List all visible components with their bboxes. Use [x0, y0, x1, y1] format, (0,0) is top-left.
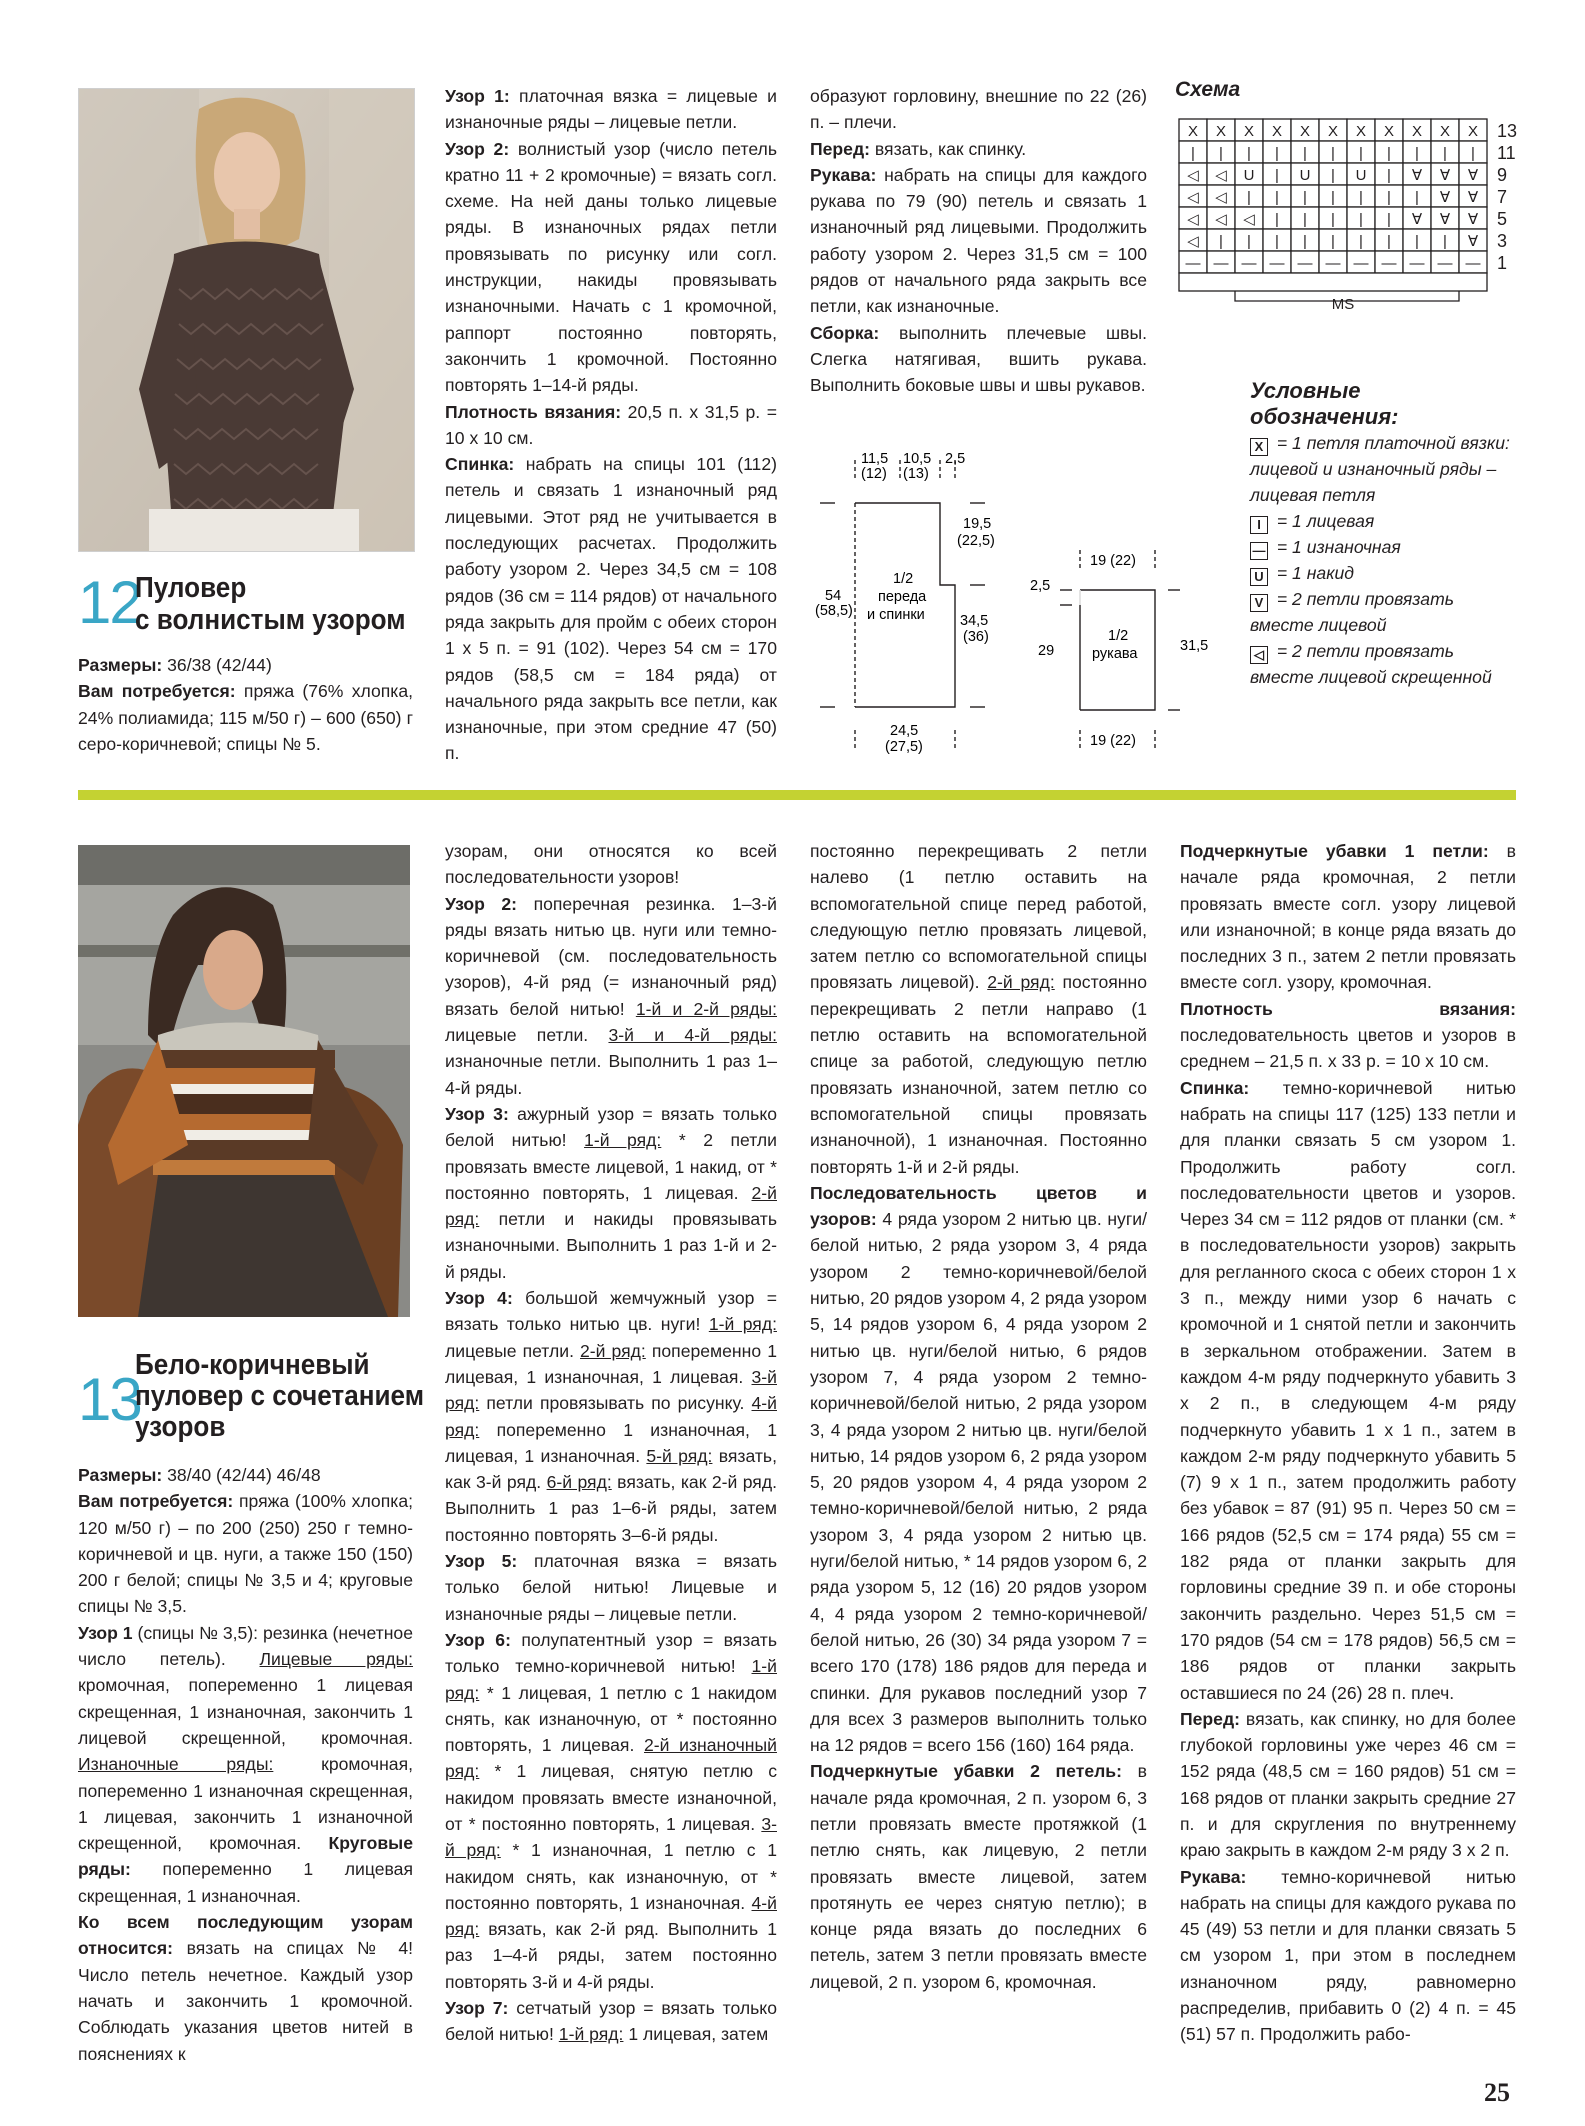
- chart-symbol: —: [1465, 255, 1481, 272]
- chart-symbol: X: [1411, 123, 1423, 140]
- legend-item: [1250, 586, 1515, 638]
- row-label: 1-й ряд:: [708, 1314, 777, 1335]
- top-col3-label: Сборка:: [810, 322, 899, 343]
- chart-symbol: ∀: [1467, 189, 1479, 206]
- schema-title: Схема: [1175, 78, 1241, 101]
- dim-side-a: 19,5: [963, 516, 992, 532]
- top-col3-label: Рукава:: [810, 164, 885, 185]
- paragraph: Спинка: темно-коричневой нитью набрать на спицы 117 (125) 133 петли и для планки связать 5 см узором 1. Продолжить работу согл. последовательности цветов и узоров. Через 34 см = 112 рядов от планки (см. * в последовательности узоров) закрыть для регланного скоса с обеих сторон 1 х 3 п., между ними узор 6 начать с кромочной и 1 снятой петли и закончить в зеркальном отображении. Затем в каждом 4-м ряду подчеркнуто убавить 3 х 2 п., в следующем 4-м ряду подчеркнуто убавить 1 х 1 п., затем в каждом 2-м ряду подчеркнуто убавить 5 (7) 9 х 1 п., затем продолжить работу без убавок = 87 (91) 95 п. Через 50 см = 166 рядов (52,5 см = 174 ряда) 55 см = 182 ряда от планки закрыть для горловины средние 39 п. и обе стороны закончить раздельно. Через 51,5 см = 170 рядов (54 см = 178 рядов) 56,5 см = 186 рядов от планки закрыть оставшиеся по 24 (26) 28 п. плеч.: [1180, 1077, 1516, 1703]
- piece-label-3: и спинки: [867, 607, 925, 623]
- legend-text: = 2 петли провязать вместе лицевой: [1250, 589, 1454, 635]
- chart-symbol: —: [1241, 255, 1257, 272]
- dim-top-b: 10,5: [903, 451, 932, 467]
- materials-value: пряжа (76% хлопка, 24% полиамида; 115 м/50 г) – 600 (650) г серо-коричневой; спицы № 5.: [78, 681, 414, 754]
- chart-symbol: |: [1247, 189, 1251, 206]
- chart-symbol: ◁: [1215, 189, 1227, 206]
- chart-symbol: |: [1331, 167, 1335, 184]
- legend-title-2: обозначения:: [1250, 404, 1399, 429]
- legend-title-1: Условные: [1250, 378, 1361, 403]
- legend-item: [1250, 638, 1515, 690]
- top-col2-text: платочная вязка = лицевые и изнаночные ряды – лицевые петли.: [445, 86, 777, 133]
- legend-symbol-icon: U: [1250, 568, 1268, 586]
- sleeve-pattern-diagram: [1030, 545, 1220, 765]
- knitting-chart: [1175, 115, 1518, 345]
- section-label: Узор 7:: [445, 1998, 509, 2019]
- row-label: 3-й и 4-й ряды:: [608, 1025, 777, 1046]
- section-label: Подчеркнутые убавки 1 петли:: [1180, 841, 1489, 861]
- chart-symbol: —: [1269, 255, 1285, 272]
- section-label: Круговые ряды:: [78, 1833, 413, 1880]
- legend-item: [1250, 508, 1515, 534]
- section-label: Плотность вязания:: [1180, 998, 1516, 1019]
- section-label: Перед:: [1180, 1708, 1240, 1729]
- paragraph: Узор 2: поперечная резинка. 1–3-й ряды вязать нитью цв. нуги или темно-коричневой (см. последовательность узоров), 4-й ряд (= изнаночный ряд) вязать белой нитью! 1-й и 2-й ряды: лицевые петли. 3-й и 4-й ряды: изнаночные петли. Выполнить 1 раз 1–4-й ряды.: [445, 893, 778, 1098]
- pattern-title-13-line2: пуловер с сочетанием: [135, 1380, 425, 1412]
- chart-symbol: ◁: [1215, 167, 1227, 184]
- top-col2-text: волнистый узор (число петель кратно 11 + 2 кромочные) = вязать согл. схеме. На ней даны только лицевые ряды. В изнаночных рядах петли провязывать по рисунку или согл. инструкции, накиды провязывать изнаночными. Начать с 1 кромочной, раппорт постоянно повторять, закончить 1 кромочной. Постоянно повторять 1–14-й ряды.: [445, 138, 777, 396]
- row-label: 4-й ряд:: [445, 1393, 777, 1440]
- chart-symbol: |: [1415, 145, 1419, 162]
- chart-symbol: —: [1409, 255, 1425, 272]
- chart-symbol: |: [1387, 233, 1391, 250]
- section-label: Подчеркнутые убавки 2 петель:: [810, 1761, 1122, 1782]
- sleeve-dim-right: 31,5: [1180, 638, 1209, 654]
- chart-row-number: 7: [1497, 187, 1508, 207]
- row-label: 3-й ряд:: [445, 1813, 777, 1861]
- chart-symbol: X: [1187, 123, 1199, 140]
- section-label: Рукава:: [1180, 1866, 1247, 1887]
- chart-symbol: —: [1437, 255, 1453, 272]
- chart-symbol: ∀: [1411, 211, 1423, 228]
- section-label: Узор 6:: [445, 1629, 511, 1650]
- chart-symbol: |: [1359, 233, 1363, 250]
- sizes-value: 36/38 (42/44): [167, 655, 272, 675]
- dim-right-a2: (36): [963, 629, 989, 645]
- row-label: 2-й ряд:: [445, 1182, 777, 1230]
- rapport-label: MS: [1331, 296, 1355, 313]
- paragraph: Плотность вязания: последовательность цветов и узоров в среднем – 21,5 п. х 33 р. = 10 х 10 см.: [1180, 998, 1516, 1072]
- section-label: Вам потребуется:: [78, 1491, 234, 1512]
- legend-text: = 1 лицевая: [1272, 511, 1375, 531]
- chart-symbol: |: [1191, 145, 1195, 162]
- page-number: 25: [1484, 2078, 1510, 2107]
- sizes-label: Размеры:: [78, 655, 163, 675]
- top-col2-label: Спинка:: [445, 454, 526, 475]
- pattern-title-13-line1: Бело-коричневый: [135, 1349, 370, 1381]
- section-label: Последовательность цветов и узоров:: [810, 1182, 1147, 1230]
- section-label: Размеры:: [78, 1465, 163, 1485]
- section-label: Узор 4:: [445, 1288, 513, 1309]
- chart-symbol: |: [1471, 145, 1475, 162]
- chart-symbol: |: [1331, 233, 1335, 250]
- chart-symbol: U: [1243, 167, 1255, 184]
- legend-text: = 1 накид: [1272, 563, 1355, 583]
- legend-symbol-icon: V: [1250, 594, 1268, 612]
- chart-symbol: |: [1387, 189, 1391, 206]
- chart-symbol: |: [1219, 145, 1223, 162]
- paragraph: Узор 5: платочная вязка = вязать только белой нитью! Лицевые и изнаночные ряды – лицевые петли.: [445, 1551, 777, 1624]
- top-col3-text: образуют горловину, внешние по 22 (26) п. – плечи.: [810, 86, 1147, 133]
- top-col2-paragraph: [445, 451, 777, 767]
- top-col3-label: Перед:: [810, 138, 875, 159]
- chart-symbol: |: [1275, 233, 1279, 250]
- chart-symbol: U: [1299, 167, 1311, 184]
- row-label: 3-й ряд:: [445, 1366, 777, 1414]
- chart-symbol: |: [1247, 233, 1251, 250]
- chart-symbol: —: [1381, 255, 1397, 272]
- chart-symbol: ◁: [1187, 233, 1199, 250]
- dim-bottom-a: 24,5: [890, 723, 919, 739]
- paragraph: постоянно перекрещивать 2 петли налево (1 петлю оставить на вспомогательной спице перед работой, следующую петлю провязать лицевой, затем петлю со вспомогательной спицы провязать лицевой). 2-й ряд: постоянно перекрещивать 2 петли направо (1 петлю оставить на вспомогательной спице за работой, следующую петлю провязать изнаночной, затем петлю со вспомогательной спицы провязать изнаночной), 1 изнаночная. Постоянно повторять 1-й и 2-й ряды.: [810, 841, 1147, 1177]
- top-materials: [78, 652, 413, 757]
- pattern-title-13-line3: узоров: [135, 1411, 226, 1443]
- chart-symbol: |: [1331, 145, 1335, 162]
- chart-symbol: |: [1415, 233, 1419, 250]
- chart-symbol: ◁: [1187, 189, 1199, 206]
- section-label: Ко всем последующим узорам относится:: [78, 1912, 413, 1959]
- chart-symbol: —: [1185, 255, 1201, 272]
- paragraph: Ко всем последующим узорам относится: вязать на спицах № 4! Число петель нечетное. Каждый узор начать и закончить 1 кромочной. Соблюдать указания цветов нитей в пояснениях к: [78, 1912, 413, 2064]
- top-instructions-col2: [445, 83, 777, 767]
- row-label: 1-й ряд:: [445, 1656, 777, 1703]
- top-col3-text: выполнить плечевые швы. Слегка натягивая, вшить рукава. Выполнить боковые швы и швы рукавов.: [810, 322, 1147, 396]
- piece-label-2: переда: [878, 589, 927, 605]
- top-col3-paragraph: [810, 320, 1147, 399]
- chart-symbol: |: [1303, 233, 1307, 250]
- section-label: Узор 2:: [445, 893, 518, 914]
- chart-symbol: |: [1331, 211, 1335, 228]
- paragraph: Узор 3: ажурный узор = вязать только белой нитью! 1-й ряд: * 2 петли провязать вместе лицевой, 1 накид, от * постоянно повторять, 1 лицевая. 2-й ряд: петли и накиды провязывать изнаночными. Выполнить 1 раз 1-й и 2-й ряды.: [445, 1103, 778, 1282]
- paragraph: Подчеркнутые убавки 1 петли: в начале ряда кромочная, 2 петли провязать вместе согл. узору лицевой или изнаночной; в конце ряда вязать до последних 3 п., затем 2 петли провязать вместе согл. узору, кромочная.: [1180, 841, 1516, 993]
- chart-symbol: |: [1275, 145, 1279, 162]
- chart-symbol: X: [1243, 123, 1255, 140]
- dim-top-a: 11,5: [861, 451, 889, 467]
- section-divider: [78, 790, 1516, 800]
- chart-symbol: X: [1383, 123, 1395, 140]
- dim-right-a: 34,5: [960, 613, 989, 629]
- bottom-instructions-col4: [1180, 838, 1516, 2048]
- chart-symbol: |: [1219, 233, 1223, 250]
- chart-symbol: ◁: [1243, 211, 1255, 228]
- chart-symbol: |: [1359, 145, 1363, 162]
- legend-text: = 1 петля платочной вязки: лицевой и изнаночный ряды – лицевая петля: [1250, 433, 1510, 505]
- top-col2-label: Узор 1:: [445, 86, 520, 106]
- legend-symbol-icon: —: [1250, 542, 1268, 560]
- row-label: 2-й изнаночный ряд:: [445, 1735, 777, 1782]
- sleeve-label-1: 1/2: [1108, 628, 1129, 644]
- bottom-instructions-col2: [445, 838, 777, 2048]
- dim-top-a2: (12): [861, 466, 887, 482]
- paragraph: Вам потребуется: пряжа (100% хлопка; 120 м/50 г) – по 200 (250) 250 г темно-коричневой и цв. нуги, а также 150 (150) 200 г белой; спицы № 3,5 и 4; круговые спицы № 3,5.: [78, 1491, 414, 1617]
- chart-symbol: |: [1415, 189, 1419, 206]
- chart-symbol: U: [1355, 167, 1367, 184]
- legend-item: [1250, 560, 1515, 586]
- row-label: 2-й ряд:: [580, 1340, 646, 1361]
- paragraph: Узор 4: большой жемчужный узор = вязать только нитью цв. нуги! 1-й ряд: лицевые петли. 2-й ряд: попеременно 1 лицевая, 1 изнаночная, 1 лицевая. 3-й ряд: петли провязывать по рисунку. 4-й ряд: попеременно 1 изнаночная, 1 лицевая, 1 изнаночная. 5-й ряд: вязать, как 3-й ряд. 6-й ряд: вязать, как 2-й ряд. Выполнить 1 раз 1–6-й ряды, затем постоянно повторять 3–6-й ряды.: [445, 1288, 777, 1545]
- legend-item: [1250, 534, 1515, 560]
- chart-row-number: 3: [1497, 231, 1508, 251]
- row-label: Лицевые ряды:: [259, 1649, 413, 1670]
- sweater-photo-brown-wave: [78, 88, 415, 552]
- chart-symbol: |: [1247, 145, 1251, 162]
- legend-item: [1250, 430, 1515, 508]
- dim-bottom-a2: (27,5): [885, 739, 923, 755]
- chart-symbol: ∀: [1467, 211, 1479, 228]
- top-col3-paragraph: [810, 136, 1147, 162]
- legend-symbol-icon: X: [1250, 438, 1268, 456]
- top-col3-text: набрать на спицы для каждого рукава по 79 (90) петель и связать 1 изнаночный ряд лицевыми. Продолжить работу узором 2. Через 31,5 см = 100 рядов от начального ряда закрыть все петли, как изнаночные.: [810, 164, 1147, 317]
- piece-label-1: 1/2: [893, 571, 914, 587]
- section-label: Спинка:: [1180, 1077, 1250, 1098]
- top-col2-paragraph: [445, 136, 777, 399]
- section-label: Узор 5:: [445, 1551, 518, 1572]
- top-col2-text: набрать на спицы 101 (112) петель и связать 1 изнаночный ряд лицевыми. Этот ряд не учитывается в последующих расчетах. Продолжить работу узором 2. Через 34,5 см = 108 рядов (36 см = 114 рядов) от начального ряда закрыть для пройм с обеих сторон 1 х 5 п. = 91 (102). Через 54 см = 170 рядов (58,5 см = 184 ряда) от начального ряда закрыть все петли, как изнаночные, при этом средние 47 (50) п.: [445, 454, 778, 764]
- chart-symbol: |: [1303, 189, 1307, 206]
- chart-symbol: X: [1327, 123, 1339, 140]
- top-col2-label: Узор 2:: [445, 138, 518, 159]
- chart-symbol: X: [1355, 123, 1367, 140]
- top-col3-paragraph: [810, 83, 1147, 136]
- pattern-title-12-line1: Пуловер: [135, 572, 247, 604]
- row-label: 6-й ряд:: [546, 1472, 612, 1493]
- pattern-title-12-line2: с волнистым узором: [135, 604, 406, 636]
- chart-symbol: ◁: [1215, 211, 1227, 228]
- legend-text: = 1 изнаночная: [1272, 537, 1401, 557]
- paragraph: Последовательность цветов и узоров: 4 ряда узором 2 нитью цв. нуги/белой нитью, 2 ряда узором 3, 4 ряда узором 2 темно-коричневой/белой нитью, 20 рядов узором 4, 2 ряда узором 5, 14 рядов узором 6, 4 ряда узором 2 нитью цв. нуги/белой нитью, 6 рядов узором 7, 4 ряда узором 2 темно-коричневой/белой нитью, 2 ряда узором 3, 4 ряда узором 2 нитью цв. нуги/белой нитью, 14 рядов узором 6, 2 ряда узором 5, 20 рядов узором 4, 4 ряда узором 2 темно-коричневой/белой нитью, 2 ряда узором 3, 4 ряда узором 2 нитью цв. нуги/белой нитью, * 14 рядов узором 6, 2 ряда узором 5, 12 (16) 20 рядов узором 4, 4 ряда узором 2 темно-коричневой/белой нитью, 26 (30) 34 ряда узором 7 = всего 170 (178) 186 рядов для переда и спинки. Для рукавов последний узор 7 для всех 3 размеров выполнить только на 12 рядов = всего 156 (160) 164 ряда.: [810, 1182, 1148, 1756]
- chart-row-number: 11: [1497, 143, 1516, 163]
- dim-top-c: 2,5: [945, 451, 966, 467]
- chart-symbol: —: [1325, 255, 1341, 272]
- chart-symbol: ◁: [1187, 167, 1199, 184]
- paragraph: Узор 1 (спицы № 3,5): резинка (нечетное число петель). Лицевые ряды: кромочная, попеременно 1 лицевая скрещенная, 1 изнаночная, закончить 1 лицевой скрещенной, кромочная. Изнаночные ряды: кромочная, попеременно 1 изнаночная скрещенная, 1 лицевая, закончить 1 изнаночной скрещенной, кромочная. Круговые ряды: попеременно 1 лицевая скрещенная, 1 изнаночная.: [78, 1622, 414, 1906]
- chart-symbol: ∀: [1439, 211, 1451, 228]
- chart-symbol: X: [1271, 123, 1283, 140]
- top-col3-text: вязать, как спинку.: [874, 138, 1027, 159]
- bottom-instructions-col3: [810, 838, 1147, 1995]
- sleeve-dim-top: 19 (22): [1090, 553, 1136, 569]
- chart-symbol: |: [1387, 145, 1391, 162]
- chart-symbol: |: [1275, 189, 1279, 206]
- back-front-pattern-diagram: [815, 445, 1015, 765]
- row-label: 4-й ряд:: [445, 1892, 777, 1940]
- top-col2-paragraph: [445, 399, 777, 452]
- row-label: 1-й ряд:: [558, 2024, 624, 2045]
- paragraph: Подчеркнутые убавки 2 петель: в начале ряда кромочная, 2 п. узором 6, 3 петли провязать вместе протяжкой (1 петлю снять, как лицевую, 2 петли провязать вместе лицевой, затем протянуть ее через снятую петлю); в конце ряда вязать до последних 6 петель, затем 3 петли провязать вместе лицевой, 2 п. узором 6, кромочная.: [810, 1761, 1147, 1992]
- top-col2-paragraph: [445, 83, 777, 136]
- paragraph: Узор 7: сетчатый узор = вязать только белой нитью! 1-й ряд: 1 лицевая, затем: [445, 1998, 777, 2045]
- chart-symbol: X: [1439, 123, 1451, 140]
- sleeve-label-2: рукава: [1092, 646, 1138, 662]
- pattern-number-13: 13: [78, 1366, 141, 1433]
- top-instructions-col3: [810, 83, 1147, 399]
- chart-symbol: ∀: [1411, 167, 1423, 184]
- chart-row-number: 9: [1497, 165, 1508, 185]
- row-label: Изнаночные ряды:: [78, 1754, 274, 1775]
- chart-symbol: |: [1359, 189, 1363, 206]
- chart-row-number: 5: [1497, 209, 1508, 229]
- chart-blank-row: [1179, 273, 1487, 291]
- chart-symbol: —: [1213, 255, 1229, 272]
- chart-symbol: X: [1299, 123, 1311, 140]
- chart-symbol: |: [1303, 211, 1307, 228]
- row-label: 1-й и 2-й ряды:: [635, 998, 777, 1019]
- chart-symbol: ∀: [1467, 167, 1479, 184]
- chart-symbol: ∀: [1467, 233, 1479, 250]
- chart-symbol: ∀: [1439, 189, 1451, 206]
- paragraph: узорам, они относятся ко всей последовательности узоров!: [445, 841, 777, 888]
- chart-row-number: 13: [1497, 121, 1518, 141]
- section-label: Узор 3:: [445, 1103, 509, 1124]
- legend-symbol-icon: ◁: [1250, 646, 1268, 664]
- dim-side-a2: (22,5): [957, 533, 995, 549]
- paragraph: Перед: вязать, как спинку, но для более глубокой горловины уже через 46 см = 152 ряда (48,5 см = 160 рядов) 51 см = 168 рядов от планки закрыть средние 27 п. и для скругления по внутреннему краю закрыть в каждом 2-м ряду 3 х 2 п.: [1180, 1708, 1516, 1861]
- chart-symbol: |: [1387, 211, 1391, 228]
- chart-symbol: |: [1443, 233, 1447, 250]
- paragraph: Рукава: темно-коричневой нитью набрать на спицы для каждого рукава по 45 (49) 53 петли и для планки связать 5 см узором 1, при этом в последнем изнаночном ряду, равномерно распределив, прибавить 0 (2) 4 п. = 45 (51) 57 п. Продолжить рабо-: [1180, 1866, 1516, 2045]
- chart-symbol: |: [1387, 167, 1391, 184]
- chart-symbol: ∀: [1439, 167, 1451, 184]
- sweater-photo-striped: [78, 845, 410, 1317]
- top-col2-text: 20,5 п. х 31,5 р. = 10 х 10 см.: [445, 401, 777, 448]
- sleeve-dim-left-a: 2,5: [1030, 578, 1051, 594]
- chart-symbol: |: [1359, 211, 1363, 228]
- paragraph: Размеры: 38/40 (42/44) 46/48: [78, 1465, 321, 1485]
- sleeve-dim-bottom: 19 (22): [1090, 733, 1136, 749]
- dim-top-b2: (13): [903, 466, 929, 482]
- row-label: 5-й ряд:: [646, 1445, 713, 1466]
- chart-symbol: —: [1353, 255, 1369, 272]
- top-col3-paragraph: [810, 162, 1147, 320]
- chart-symbol: ◁: [1187, 211, 1199, 228]
- dim-left-a: 54: [825, 588, 842, 604]
- dim-left-a2: (58,5): [815, 603, 853, 619]
- chart-symbol: |: [1275, 211, 1279, 228]
- section-label: Узор 1: [78, 1622, 133, 1643]
- bottom-instructions-col1: [78, 1462, 413, 2067]
- top-col2-label: Плотность вязания:: [445, 401, 628, 422]
- legend-symbol-icon: I: [1250, 516, 1268, 534]
- chart-symbol: X: [1467, 123, 1479, 140]
- materials-label: Вам потребуется:: [78, 681, 236, 702]
- sleeve-dim-left-b: 29: [1038, 643, 1055, 659]
- row-label: 1-й ряд:: [584, 1130, 662, 1151]
- legend: [1250, 378, 1515, 690]
- chart-symbol: |: [1275, 167, 1279, 184]
- chart-symbol: —: [1297, 255, 1313, 272]
- chart-symbol: |: [1303, 145, 1307, 162]
- chart-symbol: |: [1443, 145, 1447, 162]
- legend-text: = 2 петли провязать вместе лицевой скрещенной: [1250, 641, 1492, 687]
- row-label: 2-й ряд:: [987, 972, 1055, 993]
- chart-row-number: 1: [1497, 253, 1508, 273]
- paragraph: Узор 6: полупатентный узор = вязать только темно-коричневой нитью! 1-й ряд: * 1 лицевая, 1 петлю с 1 накидом снять, как изнаночную, от * постоянно повторять, 1 лицевая. 2-й изнаночный ряд: * 1 лицевая, снятую петлю с накидом провязать вместе изнаночной, от * постоянно повторять, 1 лицевая. 3-й ряд: * 1 изнаночная, 1 петлю с 1 накидом снять, как изнаночную, от * постоянно повторять, 1 изнаночная. 4-й ряд: вязать, как 2-й ряд. Выполнить 1 раз 1–4-й ряды, затем постоянно повторять 3-й и 4-й ряды.: [445, 1629, 777, 1992]
- chart-symbol: X: [1215, 123, 1227, 140]
- pattern-number-12: 12: [78, 569, 141, 636]
- chart-symbol: |: [1331, 189, 1335, 206]
